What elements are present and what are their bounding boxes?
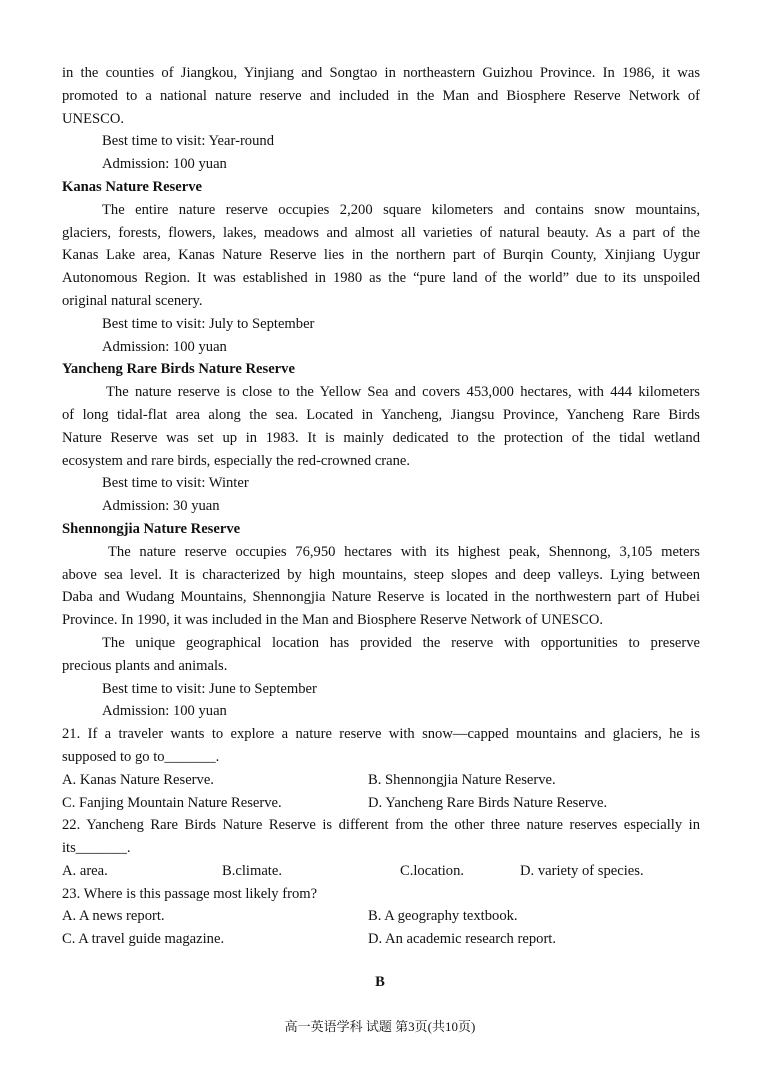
paragraph-line: Daba and Wudang Mountains, Shennongjia Nature Reserve is located in the northwestern part of Hubei <box>62 589 700 606</box>
option-d: D. An academic research report. <box>368 931 557 948</box>
paragraph-line: Autonomous Region. It was established in 1980 as the “pure land of the world” due to its unspoiled <box>62 270 700 287</box>
paragraph-line: The unique geographical location has provided the reserve with opportunities to preserve <box>102 634 700 651</box>
option-a: A. Kanas Nature Reserve. <box>62 771 214 788</box>
paragraph-line: Nature Reserve was set up in 1983. It is mainly dedicated to the protection of the tidal wetland <box>62 429 700 446</box>
intro-line: promoted to a national nature reserve and included in the Man and Biosphere Reserve Network of <box>62 87 700 104</box>
paragraph-line: glaciers, forests, flowers, lakes, meadows and almost all varieties of natural beauty. As a part of the <box>62 224 700 241</box>
admission-text: Admission: 100 yuan <box>102 703 227 720</box>
intro-line: in the counties of Jiangkou, Yinjiang and Songtao in northeastern Guizhou Province. In 1986, it was <box>62 65 700 81</box>
page-footer: 高一英语学科 试题 第3页(共10页) <box>284 1019 476 1034</box>
best-time-text: Best time to visit: Winter <box>102 475 249 492</box>
paragraph-line: The entire nature reserve occupies 2,200 square kilometers and contains snow mountains, <box>102 201 700 218</box>
paragraph-line: ecosystem and rare birds, especially the red-crowned crane. <box>62 452 411 469</box>
paragraph-line: The nature reserve is close to the Yellow Sea and covers 453,000 hectares, with 444 kilometers <box>106 384 700 401</box>
options-row <box>62 860 700 883</box>
option-b: B. Shennongjia Nature Reserve. <box>368 771 556 788</box>
paragraph-line: of long tidal-flat area along the sea. Located in Yancheng, Jiangsu Province, Yancheng Rare Birds <box>62 406 700 423</box>
paragraph-line: original natural scenery. <box>62 292 203 309</box>
option-c: C. Fanjing Mountain Nature Reserve. <box>62 794 282 811</box>
option-a: A. area. <box>62 862 108 879</box>
document-body <box>62 62 700 951</box>
options-row <box>62 792 700 815</box>
question-22: 22. Yancheng Rare Birds Nature Reserve is different from the other three nature reserves especially in <box>62 817 700 834</box>
paragraph-line: Province. In 1990, it was included in the Man and Biosphere Reserve Network of UNESCO. <box>62 612 604 629</box>
question-21-cont: supposed to go to_______. <box>62 748 220 765</box>
admission-text: Admission: 100 yuan <box>102 156 227 173</box>
best-time-text: Best time to visit: Year-round <box>102 133 274 150</box>
option-c: C.location. <box>400 862 465 879</box>
options-row <box>62 769 700 792</box>
section-heading: Yancheng Rare Birds Nature Reserve <box>62 361 295 378</box>
question-23: 23. Where is this passage most likely from? <box>62 885 318 902</box>
paragraph-line: above sea level. It is characterized by high mountains, steep slopes and deep valleys. Lying between <box>62 566 700 583</box>
option-d: D. Yancheng Rare Birds Nature Reserve. <box>368 794 608 811</box>
admission-text: Admission: 30 yuan <box>102 498 220 515</box>
section-heading: Kanas Nature Reserve <box>62 178 202 195</box>
option-d: D. variety of species. <box>520 862 644 879</box>
option-b: B.climate. <box>222 862 282 879</box>
best-time-text: Best time to visit: June to September <box>102 680 317 697</box>
paragraph-line: Kanas Lake area, Kanas Nature Reserve lies in the northern part of Burqin County, Xinjiang Uygur <box>62 247 700 264</box>
option-b: B. A geography textbook. <box>368 908 518 925</box>
best-time-text: Best time to visit: July to September <box>102 315 315 332</box>
section-heading: Shennongjia Nature Reserve <box>62 520 241 537</box>
option-c: C. A travel guide magazine. <box>62 931 225 948</box>
paragraph-line: The nature reserve occupies 76,950 hectares with its highest peak, Shennong, 3,105 meters <box>108 543 700 560</box>
paragraph-line: precious plants and animals. <box>62 657 228 674</box>
options-row <box>62 905 700 928</box>
question-21: 21. If a traveler wants to explore a nature reserve with snow—capped mountains and glaciers, he is <box>62 726 700 743</box>
admission-text: Admission: 100 yuan <box>102 338 227 355</box>
options-row <box>62 928 700 951</box>
intro-line: UNESCO. <box>62 110 125 127</box>
question-22-cont: its_______. <box>62 840 131 857</box>
option-a: A. A news report. <box>62 908 165 925</box>
section-label: B <box>375 974 385 990</box>
